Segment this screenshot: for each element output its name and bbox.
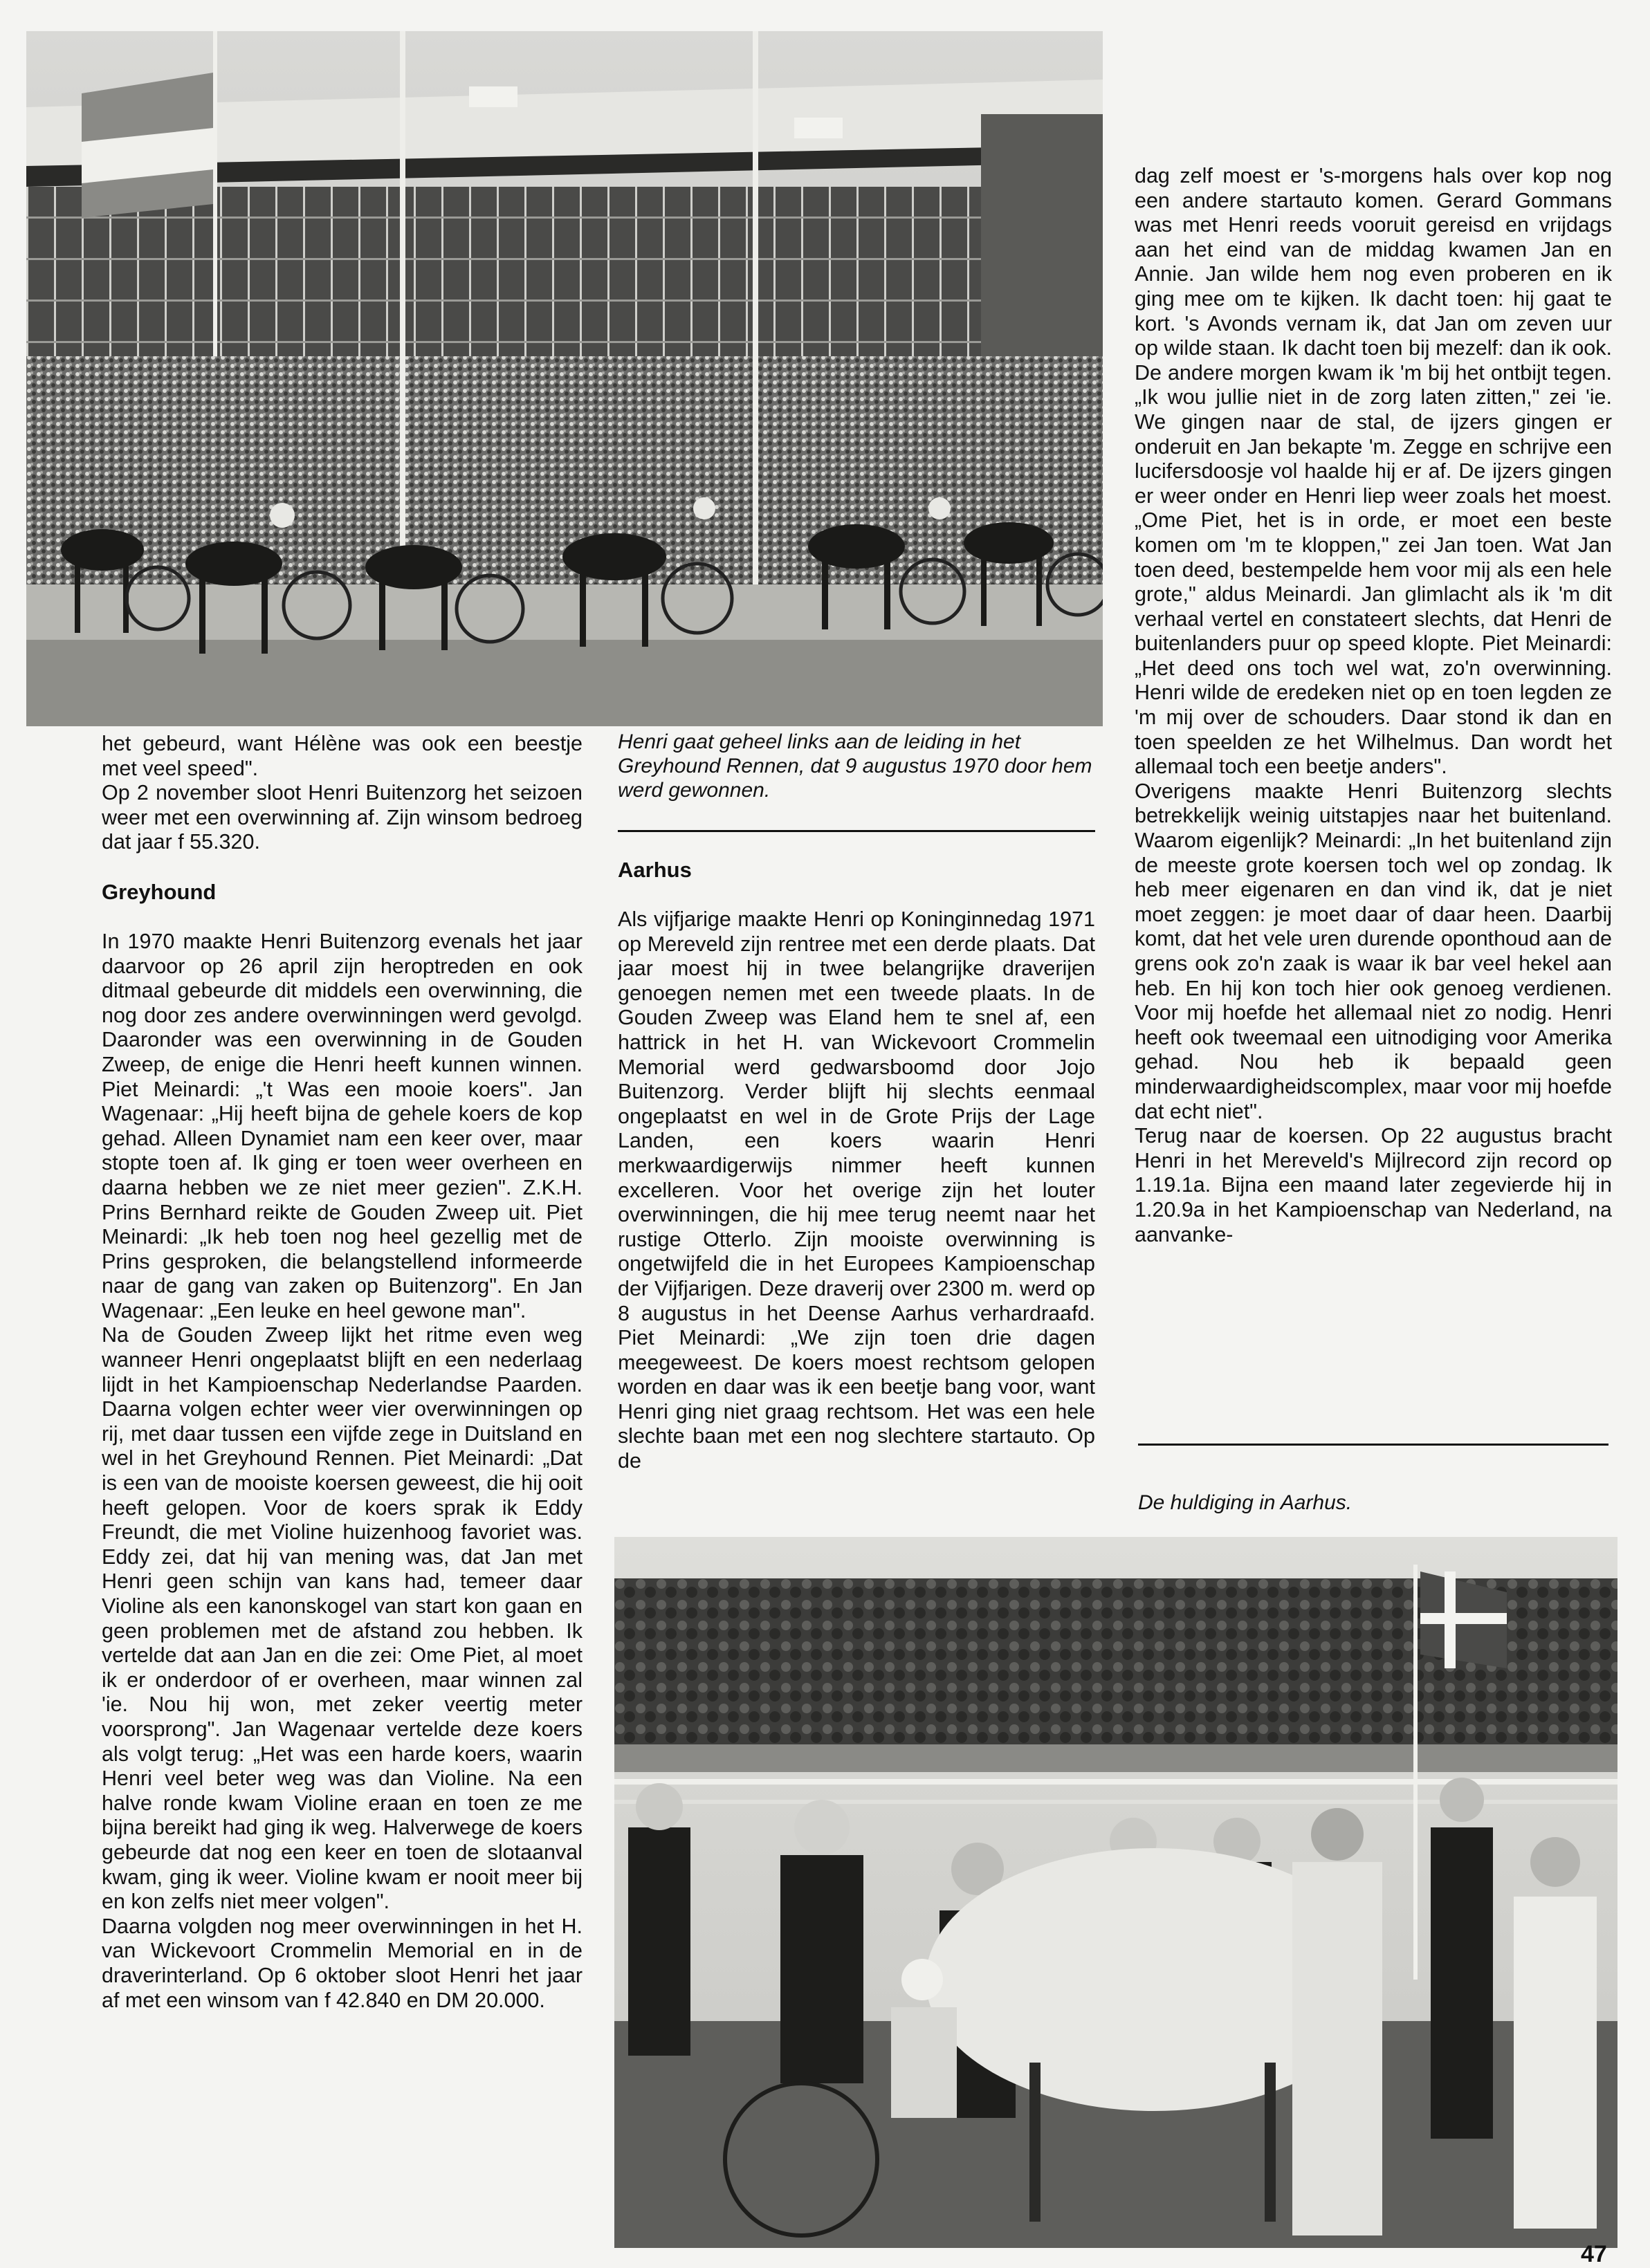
column-2 [618, 858, 1095, 1536]
page-number: 47 [1581, 2241, 1607, 2267]
col2-paragraph-1: Als vijfjarige maakte Henri op Koninginnedag 1971 op Mereveld zijn rentree met een derde plaats. Dat jaar moest hij in twee belangrijke draverijen genoegen nemen met een tweede plaats. In de Gouden Zweep was Eland hem te snel af, een hattrick in het H. van Wickevoort Crommelin Memorial werd gedwarsboomd door Jojo Buitenzorg. Verder blijft hij slechts eenmaal ongeplaatst en wel in de Grote Prijs der Lage Landen, een koers waarin Henri merkwaardigerwijs nimmer heeft kunnen excelleren. Voor het overige zijn het louter overwinningen, die hij mee terug neemt naar het rustige Otterlo. Zijn mooiste overwinning is ongetwijfeld die in het Europees Kampioenschap der Vijfjarigen. Deze draverij over 2300 m. werd op 8 augustus in het Deense Aarhus verhardraafd. Piet Meinardi: „We zijn toen drie dagen meegeweest. De koers moest rechtsom gelopen worden en daar was ik een beetje bang voor, want Henri ging niet graag rechtsom. Het was een hele slechte baan met een nog slechtere startauto. Op de [618, 907, 1095, 1473]
col1-paragraph-1: het gebeurd, want Hélène was ook een beestje met veel speed". [102, 732, 583, 780]
caption-divider-rule [1138, 1444, 1608, 1446]
section-heading-greyhound: Greyhound [102, 879, 217, 904]
column-divider-rule [618, 830, 1095, 832]
race-photo-icon [26, 31, 1103, 726]
col1-paragraph-5: Daarna volgden nog meer overwinningen in het H. van Wickevoort Crommelin Memorial en in de draverinterland. Op 6 oktober sloot Henri het jaar af met een winsom van f 42.840 en DM 20.000. [102, 1914, 583, 2012]
col3-paragraph-3: Terug naar de koersen. Op 22 augustus bracht Henri in het Mereveld's Mijlrecord zijn record op 1.19.1a. Bijna een maand later zegevierde hij in 1.20.9a in het Kampioenschap van Nederland, na aanvanke- [1135, 1124, 1612, 1246]
column-1 [102, 732, 583, 2253]
col3-paragraph-2: Overigens maakte Henri Buitenzorg slechts betrekkelijk weinig uitstapjes naar het buitenland. Waarom eigenlijk? Meinardi: „In het buitenland zijn de meeste grote koersen toch wel op zondag. Ik heb meer eigenaren en dan vind ik, dat je niet moet zeggen: je moet daar of daar heen. Daarbij komt, dat het vele uren durende oponthoud aan de grens ook zo'n zaak is waar ik bar veel hekel aan heb. En hij kon toch hier ook genoeg verdienen. Voor mij hoefde het allemaal niet zo nodig. Henri heeft ook tweemaal een uitnodiging voor Amerika gehad. Nou heb ik bepaald geen minderwaardigheidscomplex, maar voor mij hoefde dat echt niet". [1135, 779, 1612, 1123]
column-3 [1135, 164, 1612, 1354]
col1-paragraph-4: Na de Gouden Zweep lijkt het ritme even weg wanneer Henri ongeplaatst blijft en een nederlaag lijdt in het Kampioenschap Nederlandse Paarden. Daarna volgen echter weer vier overwinningen op rij, met daar tussen een vijfde zege in Duitsland en wel in het Greyhound Rennen. Piet Meinardi: „Dat is een van de mooiste koersen geweest, die hij ooit heeft gelopen. Voor de koers sprak ik Eddy Freundt, die met Violine huizenhoog favoriet was. Eddy zei, dat hij van mening was, dat Jan met Henri geen schijn van kans had, temeer daar Violine als een kanonskogel van start kon gaan en geen problemen met de afstand zou hebben. Ik vertelde dat aan Jan en die zei: Ome Piet, al moet ik er onderdoor of er overheen, maar winnen zal 'ie. Nou hij won, met zeker veertig meter voorsprong". Jan Wagenaar vertelde deze koers als volgt terug: „Het was een harde koers, waarin Henri veel beter weg was dan Violine. Na een halve ronde kwam Violine eraan en toen ze me bijna bereikt had ging ik weg. Halverwege de koers gebeurde dat nog een keer en toen de slotaanval kwam, ging ik weer. Violine kwam er nooit meer bij en kon zelfs niet meer volgen". [102, 1323, 583, 1914]
col3-paragraph-1: dag zelf moest er 's-morgens hals over kop nog een andere startauto komen. Gerard Gommans was met Henri reeds vooruit gereisd en vrijdags aan het eind van de middag kwamen Jan en Annie. Jan wilde hem nog even proberen en ik ging mee om te kijken. Ik dacht toen: hij gaat te kort. 's Avonds vernam ik, dat Jan om zeven uur op wilde staan. Ik dacht toen bij mezelf: dan ik ook. De andere morgen kwam ik 'm bij het ontbijt tegen. „Ik wou jullie niet in de zorg laten zitten," zei 'ie. We gingen naar de stal, de ijzers gingen er onderuit en Jan bekapte 'm. Zegge en schrijve een lucifersdoosje vol haalde hij er af. De ijzers gingen er weer onder en Henri liep weer zoals het moest. „Ome Piet, het is in orde, er moet een beste komen om 'm te kloppen," zei Jan toen. Wat Jan toen deed, bestempelde hem voor mij als een hele grote," aldus Meinardi. Jan glimlacht als ik 'm dit verhaal vertel en constateert slechts, dat Henri de buitenlanders puur op speed klopte. Piet Meinardi: „Het deed ons toch wel wat, zo'n overwinning. Henri wilde de eredeken niet op en toen legden ze 'm mij over de schouders. Daar stond ik dan en toen speelden ze het Wilhelmus. Dan wordt het allemaal toch een beetje anders". [1135, 164, 1612, 779]
ceremony-photo-icon [614, 1537, 1617, 2248]
ceremony-photo [614, 1537, 1617, 2248]
section-heading-aarhus: Aarhus [618, 858, 692, 882]
race-photo [26, 31, 1103, 726]
col1-paragraph-2: Op 2 november sloot Henri Buitenzorg het seizoen weer met een overwinning af. Zijn winsom bedroeg dat jaar f 55.320. [102, 781, 583, 854]
caption-top: Henri gaat geheel links aan de leiding in het Greyhound Rennen, dat 9 augustus 1970 door hem werd gewonnen. [618, 730, 1092, 802]
caption-bottom: De huldiging in Aarhus. [1138, 1491, 1353, 1514]
col1-paragraph-3: In 1970 maakte Henri Buitenzorg evenals het jaar daarvoor op 26 april zijn heroptreden en ook ditmaal gebeurde dit middels een overwinning, die nog door zes andere overwinningen werd gevolgd. Daaronder was een overwinning in de Gouden Zweep, de enige die Henri heeft kunnen winnen. Piet Meinardi: „'t Was een mooie koers". Jan Wagenaar: „Hij heeft bijna de gehele koers de kop gehad. Alleen Dynamiet nam een keer over, maar stopte toen af. Ik ging er toen weer overheen en daarna hebben we ze niet meer gezien". Z.K.H. Prins Bernhard reikte de Gouden Zweep uit. Piet Meinardi: „Ik heb toen nog heel gezellig met de Prins gesproken, die belangstellend informeerde naar de gang van zaken op Buitenzorg". En Jan Wagenaar: „Een leuke en heel gewone man". [102, 929, 583, 1322]
